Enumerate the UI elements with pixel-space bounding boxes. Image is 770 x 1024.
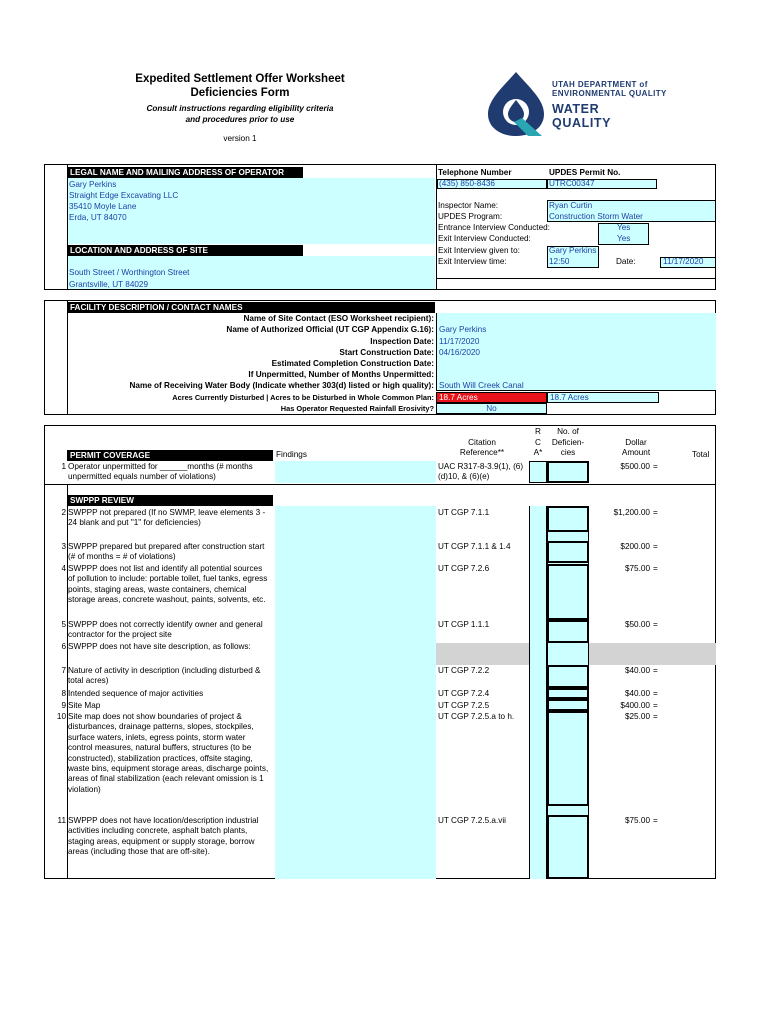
equals-sign: =: [653, 564, 658, 573]
deficiency-input[interactable]: [547, 506, 589, 532]
operator-address: 35410 Moyle Lane: [69, 202, 137, 211]
item-number: 7: [61, 666, 66, 675]
item-number: 1: [61, 462, 66, 471]
logo-line-2: ENVIRONMENTAL QUALITY: [552, 89, 667, 98]
divider: [44, 484, 716, 485]
acres-plan-field[interactable]: [547, 392, 659, 403]
entrance-label: Entrance Interview Conducted:: [438, 223, 550, 232]
inspector-value: Ryan Curtin: [549, 201, 593, 210]
item-number: 9: [61, 701, 66, 710]
item-description: Site map does not show boundaries of project & disturbances, drainage patterns, slopes, stockpiles, surface waters, inlets, egress points, storm water control measures, natural buffers, structures (to be constructed), stabilization practices, offsite staging, waste bins, equipment storage areas, discharge points, areas of final stabilization (each relevant omission is 1 violation): [68, 712, 269, 794]
subtitle-line-1: Consult instructions regarding eligibility criteria: [146, 104, 334, 113]
item-number: 4: [61, 564, 66, 573]
item-description: Site Map: [68, 701, 101, 710]
col-amount-line-2: Amount: [621, 448, 651, 457]
permit-coverage-header: PERMIT COVERAGE: [67, 450, 273, 461]
inspection-date-value: 11/17/2020: [439, 337, 480, 346]
item-amount: $75.00: [624, 564, 650, 573]
item-citation: UT CGP 7.1.1: [438, 508, 490, 517]
item-citation: UT CGP 7.2.6: [438, 564, 490, 573]
item-citation: UT CGP 7.2.2: [438, 666, 490, 675]
operator-header: LEGAL NAME AND MAILING ADDRESS OF OPERATOR: [67, 167, 303, 178]
program-label: UPDES Program:: [438, 212, 503, 221]
item-citation: UAC R317-8-3.9(1), (6)(d)10, & (6)(e): [438, 462, 524, 482]
item-amount: $500.00: [620, 462, 650, 471]
deq-logo: [484, 70, 694, 140]
item-number: 11: [57, 816, 66, 825]
item-citation: UT CGP 7.2.5.a to h.: [438, 712, 515, 721]
subtitle-line-2: and procedures prior to use: [185, 115, 295, 124]
location-header: LOCATION AND ADDRESS OF SITE: [67, 245, 303, 256]
title-line-1: Expedited Settlement Offer Worksheet: [135, 73, 345, 85]
completion-date-label: Estimated Completion Construction Date:: [271, 359, 434, 368]
site-street: South Street / Worthington Street: [69, 268, 190, 277]
water-drop-icon: [484, 70, 548, 138]
item-description: Intended sequence of major activities: [68, 689, 204, 698]
divider: [436, 278, 716, 279]
deficiency-input[interactable]: [547, 815, 589, 879]
start-date-label: Start Construction Date:: [339, 348, 434, 357]
divider: [67, 164, 68, 290]
date-label: Date:: [616, 257, 636, 266]
entrance-value: Yes: [617, 223, 631, 232]
item-description: SWPPP does not have location/description industrial activities including concrete, asphalt batch plants, staging areas, equipment or supply storage, borrow areas (including those that are off-site).: [68, 816, 259, 857]
permit-field[interactable]: [547, 179, 657, 189]
logo-line-3: WATER: [552, 102, 600, 116]
permit-label: UPDES Permit No.: [549, 168, 621, 177]
title-line-2: Deficiencies Form: [190, 87, 290, 99]
item-citation: UT CGP 1.1.1: [438, 620, 490, 629]
swppp-findings-column[interactable]: [275, 506, 436, 879]
facility-header: FACILITY DESCRIPTION / CONTACT NAMES: [67, 302, 435, 313]
col-amount-line-1: Dollar: [625, 438, 647, 447]
deficiency-input[interactable]: [547, 665, 589, 688]
col-def-line-3: cies: [560, 448, 576, 457]
rca-cell[interactable]: [529, 461, 547, 483]
phone-value: (435) 850-8436: [439, 179, 495, 188]
item-citation: UT CGP 7.2.5.a.vii: [438, 816, 506, 825]
item-citation: UT CGP 7.1.1 & 1.4: [438, 542, 511, 551]
equals-sign: =: [653, 508, 658, 517]
col-rca-line-3: A*: [533, 448, 543, 457]
equals-sign: =: [653, 701, 658, 710]
item-amount: $40.00: [624, 666, 650, 675]
acres-disturbed-field[interactable]: [436, 392, 547, 403]
item-amount: $40.00: [624, 689, 650, 698]
inspection-date-label: Inspection Date:: [370, 337, 434, 346]
item-amount: $400.00: [620, 701, 650, 710]
deficiency-input[interactable]: [547, 541, 589, 563]
item-description: SWPPP does not list and identify all potential sources of pollution to include: portable toilet, fuel tanks, egress points, staging areas, waste containers, chemical storage areas, concrete washout, paints, solvents, etc.: [68, 564, 268, 605]
exit-label: Exit Interview Conducted:: [438, 234, 531, 243]
authorized-official-label: Name of Authorized Official (UT CGP Appendix G.16):: [226, 325, 434, 334]
subtitle: [100, 103, 380, 125]
equals-sign: =: [653, 620, 658, 629]
version-label: version 1: [223, 134, 257, 143]
operator-city: Erda, UT 84070: [69, 213, 127, 222]
item-description: Nature of activity in description (including disturbed & total acres): [68, 666, 261, 686]
deficiency-input[interactable]: [547, 699, 589, 711]
operator-name: Gary Perkins: [69, 180, 117, 189]
acres-disturbed-value: 18.7 Acres: [439, 393, 478, 402]
exit-value: Yes: [617, 234, 631, 243]
deficiency-input[interactable]: [547, 564, 589, 620]
item-number: 6: [61, 642, 66, 651]
deficiency-input[interactable]: [547, 711, 589, 806]
logo-line-4: QUALITY: [552, 116, 612, 130]
col-total: Total: [692, 450, 710, 459]
start-date-value: 04/16/2020: [439, 348, 480, 357]
col-citation-line-1: Citation: [468, 438, 496, 447]
authorized-official-value: Gary Perkins: [439, 325, 487, 334]
col-findings: Findings: [276, 450, 307, 459]
permit-value: UTRC00347: [549, 179, 595, 188]
months-unpermitted-label: If Unpermitted, Number of Months Unpermitted:: [248, 370, 434, 379]
date-field[interactable]: [660, 257, 716, 268]
item-citation: UT CGP 7.2.4: [438, 689, 490, 698]
equals-sign: =: [653, 712, 658, 721]
findings-cell[interactable]: [275, 461, 436, 483]
item-amount: $25.00: [624, 712, 650, 721]
item-number: 10: [56, 712, 66, 721]
item-description: SWPPP does not correctly identify owner and general contractor for the project site: [68, 620, 263, 640]
item-amount: $75.00: [624, 816, 650, 825]
deficiency-input[interactable]: [547, 620, 589, 643]
acres-plan-value: 18.7 Acres: [550, 393, 589, 402]
receiving-water-value: South Will Creek Canal: [439, 381, 524, 390]
given-value: Gary Perkins: [549, 246, 597, 255]
item-description: SWPPP not prepared (If no SWMP, leave elements 3 - 24 blank and put "1" for deficiencies): [68, 508, 266, 528]
deficiencies-cell[interactable]: [547, 461, 589, 483]
time-label: Exit Interview time:: [438, 257, 507, 266]
item-description: Operator unpermitted for ______months (# months unpermitted equals number of violations): [68, 462, 253, 482]
col-amount: [600, 438, 672, 458]
item-number: 3: [61, 542, 66, 551]
item-amount: $50.00: [624, 620, 650, 629]
item-amount: $200.00: [620, 542, 650, 551]
date-value: 11/17/2020: [663, 257, 704, 266]
phone-label: Telephone Number: [438, 168, 512, 177]
inspector-label: Inspector Name:: [438, 201, 499, 210]
item-number: 2: [61, 508, 66, 517]
item-amount: $1,200.00: [613, 508, 650, 517]
acres-label: Acres Currently Disturbed | Acres to be Disturbed in Whole Common Plan:: [172, 393, 434, 402]
form-title: [100, 72, 380, 100]
item-description: SWPPP prepared but prepared after construction start (# of months = # of violations): [68, 542, 265, 562]
col-def-line-2: Deficien-: [551, 437, 585, 447]
item-description: SWPPP does not have site description, as follows:: [68, 642, 251, 651]
given-label: Exit Interview given to:: [438, 246, 520, 255]
col-rca: [529, 427, 547, 459]
swppp-rca-column[interactable]: [529, 506, 547, 879]
item-number: 5: [61, 620, 66, 629]
equals-sign: =: [653, 666, 658, 675]
time-value: 12:50: [549, 257, 570, 266]
phone-field[interactable]: [437, 179, 547, 189]
receiving-water-label: Name of Receiving Water Body (Indicate whether 303(d) listed or high quality):: [129, 381, 434, 390]
equals-sign: =: [653, 542, 658, 551]
erosivity-value: No: [486, 404, 497, 413]
equals-sign: =: [653, 816, 658, 825]
col-citation: [436, 438, 528, 458]
erosivity-label: Has Operator Requested Rainfall Erosivity?: [280, 404, 434, 413]
col-deficiencies: [547, 427, 589, 459]
equals-sign: =: [653, 689, 658, 698]
col-rca-line-1: R: [535, 427, 541, 436]
equals-sign: =: [653, 462, 658, 471]
col-def-line-1: No. of: [557, 427, 579, 436]
item-citation: UT CGP 7.2.5: [438, 701, 490, 710]
logo-line-1: UTAH DEPARTMENT of: [552, 80, 648, 89]
deficiency-input[interactable]: [547, 688, 589, 699]
col-citation-line-2: Reference**: [459, 448, 505, 457]
program-value: Construction Storm Water: [549, 212, 643, 221]
item-number: 8: [61, 689, 66, 698]
col-rca-line-2: C: [535, 437, 541, 447]
site-city: Grantsville, UT 84029: [69, 280, 149, 289]
operator-company: Straight Edge Excavating LLC: [69, 191, 179, 200]
swppp-header: SWPPP REVIEW: [67, 495, 273, 506]
site-contact-label: Name of Site Contact (ESO Worksheet recipient):: [243, 314, 434, 323]
erosivity-field[interactable]: [436, 403, 547, 414]
